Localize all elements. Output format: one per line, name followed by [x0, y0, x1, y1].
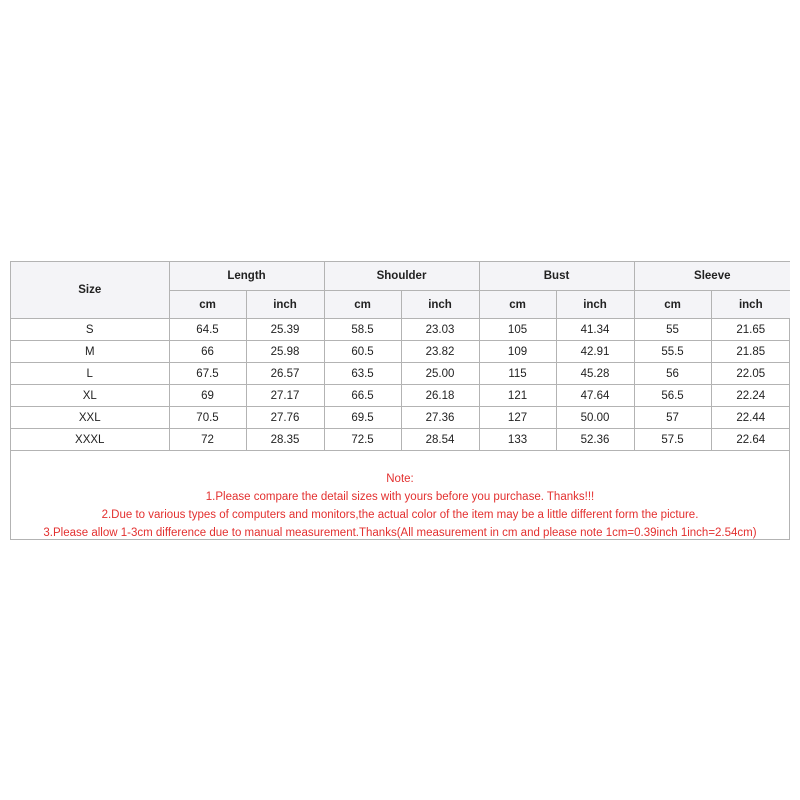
table-cell: 26.18	[401, 385, 479, 407]
table-cell: 66.5	[324, 385, 401, 407]
table-cell: 27.17	[246, 385, 324, 407]
unit-header: inch	[246, 291, 324, 319]
table-row	[11, 319, 790, 341]
unit-header: inch	[556, 291, 634, 319]
table-cell: 23.03	[401, 319, 479, 341]
size-column-header: Size	[11, 262, 169, 319]
table-cell: 57.5	[634, 429, 711, 451]
size-cell: XXL	[11, 407, 169, 429]
table-cell: 69.5	[324, 407, 401, 429]
length-header: Length	[169, 262, 324, 291]
table-cell: 55.5	[634, 341, 711, 363]
table-cell: 105	[479, 319, 556, 341]
table-cell: 70.5	[169, 407, 246, 429]
note-line-compare-sizes: 1.Please compare the detail sizes with yours before you purchase. Thanks!!!	[205, 491, 595, 503]
table-cell: 64.5	[169, 319, 246, 341]
size-cell: S	[11, 319, 169, 341]
table-row	[11, 407, 790, 429]
size-table	[11, 262, 790, 451]
table-cell: 28.54	[401, 429, 479, 451]
table-cell: 25.00	[401, 363, 479, 385]
table-cell: 52.36	[556, 429, 634, 451]
size-cell: M	[11, 341, 169, 363]
table-cell: 42.91	[556, 341, 634, 363]
table-cell: 72.5	[324, 429, 401, 451]
table-cell: 60.5	[324, 341, 401, 363]
table-cell: 22.24	[711, 385, 790, 407]
table-cell: 21.85	[711, 341, 790, 363]
note-line-color-difference: 2.Due to various types of computers and monitors,the actual color of the item may be a little different form the picture.	[101, 509, 699, 521]
note-section	[11, 470, 789, 542]
table-cell: 56.5	[634, 385, 711, 407]
table-cell: 67.5	[169, 363, 246, 385]
table-cell: 56	[634, 363, 711, 385]
header-group-row	[11, 262, 790, 291]
table-cell: 109	[479, 341, 556, 363]
table-cell: 127	[479, 407, 556, 429]
size-cell: XXXL	[11, 429, 169, 451]
table-cell: 115	[479, 363, 556, 385]
shoulder-header: Shoulder	[324, 262, 479, 291]
table-row	[11, 341, 790, 363]
table-cell: 66	[169, 341, 246, 363]
size-cell: XL	[11, 385, 169, 407]
table-cell: 22.64	[711, 429, 790, 451]
table-cell: 45.28	[556, 363, 634, 385]
note-line-measurement: 3.Please allow 1-3cm difference due to manual measurement.Thanks(All measurement in cm and please note 1cm=0.39inch 1inch=2.54cm)	[43, 527, 757, 539]
unit-header: inch	[401, 291, 479, 319]
size-cell: L	[11, 363, 169, 385]
table-cell: 22.44	[711, 407, 790, 429]
table-cell: 133	[479, 429, 556, 451]
size-chart	[10, 261, 790, 540]
table-cell: 57	[634, 407, 711, 429]
table-row	[11, 385, 790, 407]
table-cell: 47.64	[556, 385, 634, 407]
sleeve-header: Sleeve	[634, 262, 790, 291]
table-cell: 22.05	[711, 363, 790, 385]
unit-header: cm	[169, 291, 246, 319]
table-row	[11, 429, 790, 451]
table-cell: 23.82	[401, 341, 479, 363]
table-cell: 21.65	[711, 319, 790, 341]
unit-header: cm	[634, 291, 711, 319]
table-cell: 63.5	[324, 363, 401, 385]
table-cell: 25.98	[246, 341, 324, 363]
table-cell: 72	[169, 429, 246, 451]
unit-header: cm	[324, 291, 401, 319]
note-title: Note:	[386, 473, 414, 485]
table-cell: 55	[634, 319, 711, 341]
table-cell: 28.35	[246, 429, 324, 451]
table-cell: 26.57	[246, 363, 324, 385]
table-cell: 25.39	[246, 319, 324, 341]
table-cell: 121	[479, 385, 556, 407]
table-cell: 50.00	[556, 407, 634, 429]
table-row	[11, 363, 790, 385]
table-cell: 69	[169, 385, 246, 407]
table-cell: 27.36	[401, 407, 479, 429]
unit-header: inch	[711, 291, 790, 319]
table-cell: 27.76	[246, 407, 324, 429]
unit-header: cm	[479, 291, 556, 319]
bust-header: Bust	[479, 262, 634, 291]
table-cell: 58.5	[324, 319, 401, 341]
table-cell: 41.34	[556, 319, 634, 341]
